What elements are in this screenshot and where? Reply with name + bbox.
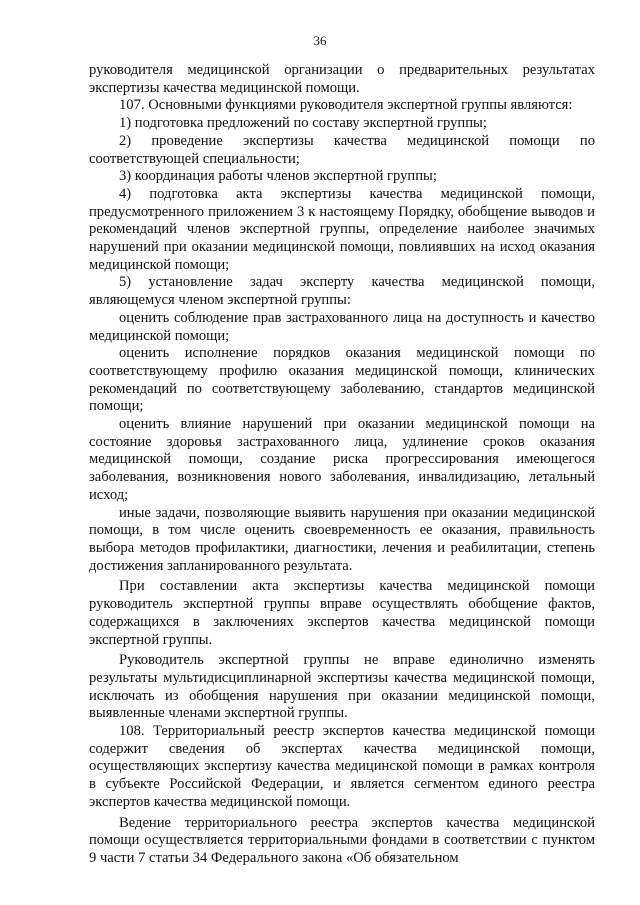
paragraph: оценить влияние нарушений при оказании медицинской помощи на состояние здоровья застрахованного лица, удлинение сроков оказания медицинской помощи, создание риска прогрессирования имеющегося заболевания, возникновения нового заболевания, инвалидизацию, летальный исход; bbox=[89, 416, 595, 503]
paragraph: 1) подготовка предложений по составу экспертной группы; bbox=[119, 115, 487, 132]
paragraph: 108. Территориальный реестр экспертов качества медицинской помощи содержит сведения об экспертах качества медицинской помощи, осуществляющих экспертизу качества медицинской помощи в рамках контроля в субъекте Российской Федерации, и является сегментом единого реестра экспертов качества медицинской помощи. bbox=[89, 723, 595, 810]
paragraph: 4) подготовка акта экспертизы качества медицинской помощи, предусмотренного приложением 3 к настоящему Порядку, обобщение выводов и рекомендаций членов экспертной группы, определение наиболее значимых нарушений при оказании медицинской помощи, повлиявших на исход оказания медицинской помощи; bbox=[89, 185, 595, 273]
paragraph: Ведение территориального реестра экспертов качества медицинской помощи осуществляется территориальными фондами в соответствии с пунктом 9 части 7 статьи 34 Федерального закона «Об обязательном bbox=[89, 814, 595, 866]
paragraph: руководителя медицинской организации о предварительных результатах экспертизы качества медицинской помощи. bbox=[89, 62, 595, 96]
body-text bbox=[89, 62, 595, 868]
paragraph: 2) проведение экспертизы качества медицинской помощи по соответствующей специальности; bbox=[89, 132, 595, 167]
paragraph: 107. Основными функциями руководителя экспертной группы являются: bbox=[119, 97, 573, 114]
paragraph: иные задачи, позволяющие выявить нарушения при оказании медицинской помощи, в том числе оценить своевременность ее оказания, правильность выбора методов профилактики, диагностики, лечения и реабилитации, степень достижения запланированного результата. bbox=[89, 504, 595, 574]
page-number: 36 bbox=[313, 33, 327, 48]
paragraph: оценить исполнение порядков оказания медицинской помощи по соответствующему профилю оказания медицинской помощи, клинических рекомендаций по соответствующему заболеванию, стандартов медицинской помощи; bbox=[89, 345, 595, 415]
paragraph: 5) установление задач эксперту качества медицинской помощи, являющемуся членом экспертной группы: bbox=[89, 274, 595, 309]
paragraph: При составлении акта экспертизы качества медицинской помощи руководитель экспертной группы вправе осуществлять обобщение фактов, содержащихся в заключениях экспертов качества медицинской помощи экспертной группы. bbox=[89, 578, 595, 648]
paragraph: оценить соблюдение прав застрахованного лица на доступность и качество медицинской помощи; bbox=[89, 309, 595, 344]
paragraph: 3) координация работы членов экспертной группы; bbox=[119, 168, 437, 185]
paragraph: Руководитель экспертной группы не вправе единолично изменять результаты мультидисциплинарной экспертизы качества медицинской помощи, исключать из обобщения нарушения при оказании медицинской помощи, выявленные членами экспертной группы. bbox=[89, 652, 595, 722]
